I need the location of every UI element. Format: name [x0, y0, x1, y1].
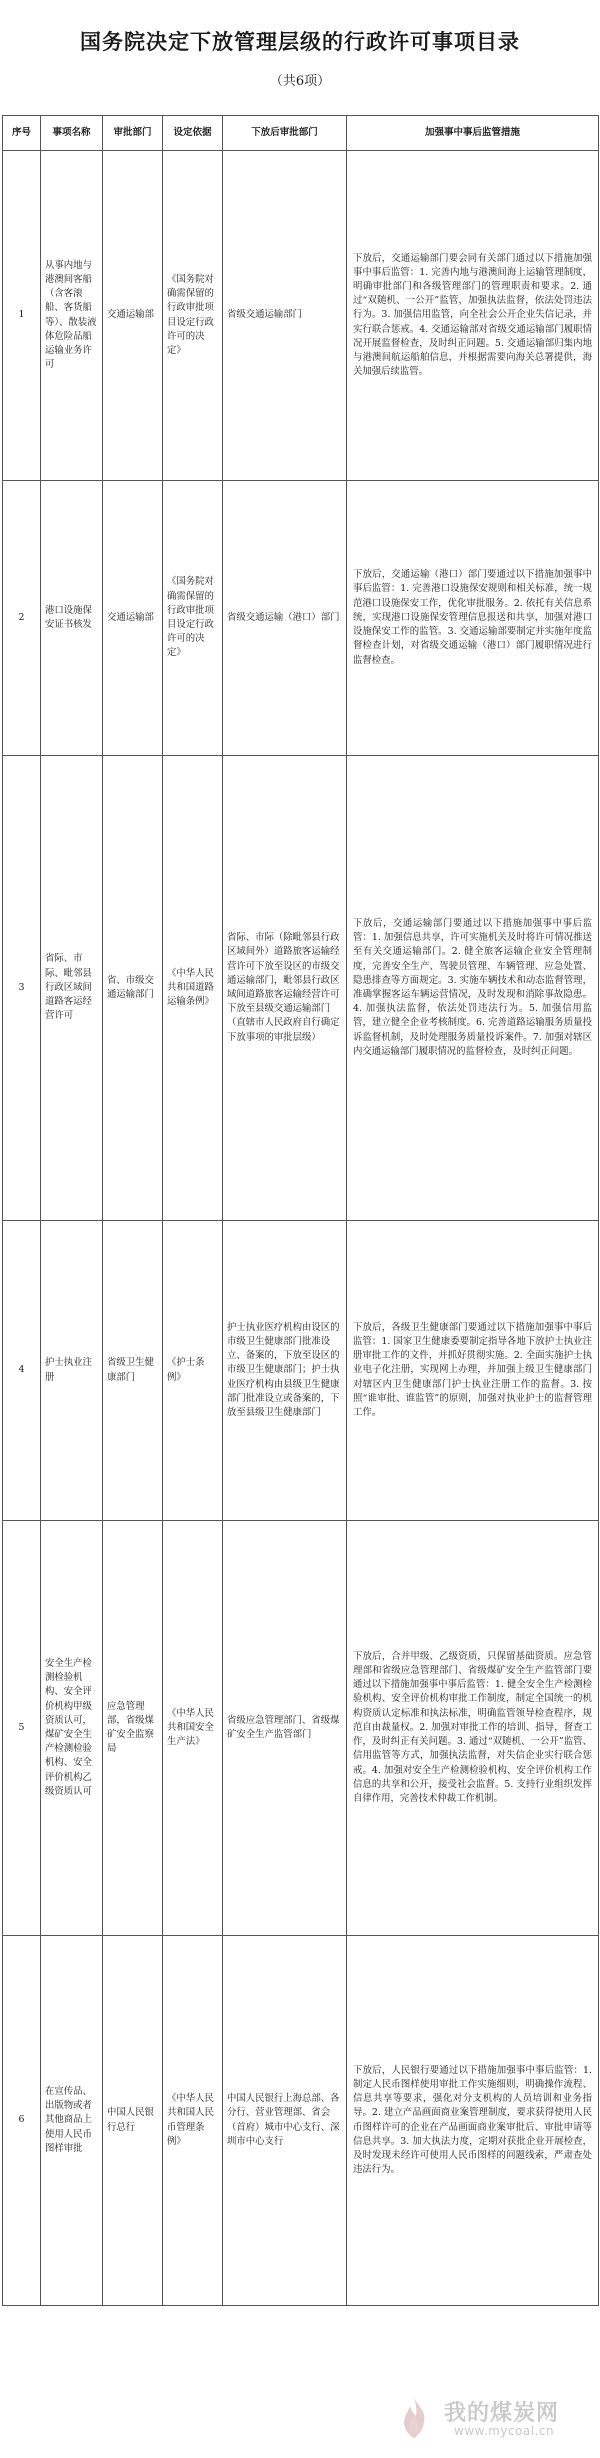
row-idx: 5 [3, 1521, 41, 1936]
table-row [3, 151, 599, 481]
row-basis: 《中华人民共和国安全生产法》 [163, 1521, 223, 1936]
row-dept: 中国人民银行总行 [103, 1936, 163, 2306]
row-dept: 应急管理部，省级煤矿安全监察局 [103, 1521, 163, 1936]
header-basis: 设定依据 [163, 116, 223, 151]
row-measures: 下放后，交通运输（港口）部门要通过以下措施加强事中事后监管：1. 完善港口设施保安规则和相关标准，统一规范港口设施保安工作，优化审批服务。2. 依托有关信息系统，实现港口设施保安管理信息报送和共享，加强对港口设施保安工作的监管。3. 交通运输部要制定并实施年度监督检查计划，对省级交通运输（港口）部门履职情况进行监督检查。 [347, 481, 599, 756]
table-row [3, 481, 599, 756]
row-name: 护士执业注册 [41, 1221, 103, 1521]
row-name: 在宣传品、出版物或者其他商品上使用人民币图样审批 [41, 1936, 103, 2306]
table-row [3, 1221, 599, 1521]
row-name: 省际、市际、毗邻县行政区域间道路客运经营许可 [41, 756, 103, 1221]
row-measures: 下放后，各级卫生健康部门要通过以下措施加强事中事后监管：1. 国家卫生健康委要制定指导各地下放护士执业注册审批工作的文件，并抓好贯彻实施。2. 全面实施护士执业电子化注册，实现网上办理，并加强上级卫生健康部门对辖区内卫生健康部门护士执业注册工作的监督。3. 按照“谁审批、谁监管”的原则，加强对执业护士的监督管理工作。 [347, 1221, 599, 1521]
row-after: 省级交通运输（港口）部门 [223, 481, 347, 756]
header-name: 事项名称 [41, 116, 103, 151]
row-idx: 2 [3, 481, 41, 756]
row-idx: 4 [3, 1221, 41, 1521]
row-after: 省际、市际（除毗邻县行政区域间外）道路旅客运输经营许可下放至设区的市级交通运输部门，毗邻县行政区域间道路旅客运输经营许可下放至县级交通运输部门（直辖市人民政府自行确定下放事项的审批层级） [223, 756, 347, 1221]
row-basis: 《中华人民共和国道路运输条例》 [163, 756, 223, 1221]
table-row [3, 1521, 599, 1936]
row-measures: 下放后，交通运输部门要会同有关部门通过以下措施加强事中事后监管：1. 完善内地与港澳间海上运输管理制度，明确审批部门和各级管理部门的管理职责和要求。2. 通过“双随机、一公开”监管，加强执法监督，依法处罚违法行为。3. 加强信用监管，向全社会公开企业失信记录，并实行联合惩戒。4. 交通运输部对省级交通运输部门履职情况开展监督检查，及时纠正问题。5. 交通运输部归集内地与港澳间航运船舶信息，并根据需要向海关总署提供，海关加强后续监管。 [347, 151, 599, 481]
watermark-url: www.mycoal.cn [454, 2424, 555, 2438]
row-after: 中国人民银行上海总部、各分行、营业管理部、省会（首府）城市中心支行、深圳市中心支行 [223, 1936, 347, 2306]
row-idx: 3 [3, 756, 41, 1221]
table-row [3, 756, 599, 1221]
row-dept: 交通运输部 [103, 151, 163, 481]
site-watermark [390, 2392, 590, 2444]
page-title: 国务院决定下放管理层级的行政许可事项目录 [80, 29, 520, 54]
header-idx: 序号 [3, 116, 41, 151]
row-idx: 1 [3, 151, 41, 481]
header-measures: 加强事中事后监管措施 [347, 116, 599, 151]
row-name: 港口设施保安证书核发 [41, 481, 103, 756]
row-name: 从事内地与港澳间客船（含客滚船、客货船等）、散装液体危险品船运输业务许可 [41, 151, 103, 481]
watermark-site-name: 我的煤炭网 [444, 2401, 560, 2426]
permit-table [2, 115, 599, 2306]
row-basis: 《国务院对确需保留的行政审批项目设定行政许可的决定》 [163, 151, 223, 481]
table-row [3, 1936, 599, 2306]
row-basis: 《中华人民共和国人民币管理条例》 [163, 1936, 223, 2306]
row-measures: 下放后，人民银行要通过以下措施加强事中事后监管：1. 制定人民币图样使用审批工作实施细则，明确操作流程、信息共享等要求，强化对分支机构的人员培训和业务指导。2. 建立产品画面商业案管理制度，要求获得使用人民币图样许可的企业在产品画面商业案审批后、审批申请等信息共享。3. 加大执法力度，定期对获批企业开展检查，及时发现未经许可使用人民币图样的问题线索，严肃查处违法行为。 [347, 1936, 599, 2306]
row-measures: 下放后，交通运输部门要通过以下措施加强事中事后监管：1. 加强信息共享，许可实施机关及时将许可情况推送至有关交通运输部门。2. 健全旅客运输企业安全管理制度，完善安全生产、驾驶员管理、车辆管理、应急处置、隐患排查等方面规定。3. 实施车辆技术和动态监督管理，准确掌握客运车辆运营情况，及时发现和消除事故隐患。4. 加强执法监督，依法处罚违法行为。5. 加强信用监管，建立健全企业考核制度。6. 完善道路运输服务质量投诉监督机制，及时处理服务质量投诉案件。7. 加强对辖区内交通运输部门履职情况的监督检查，及时纠正问题。 [347, 756, 599, 1221]
row-idx: 6 [3, 1936, 41, 2306]
row-after: 省级交通运输部门 [223, 151, 347, 481]
row-dept: 省级卫生健康部门 [103, 1221, 163, 1521]
row-after: 护士执业医疗机构由设区的市级卫生健康部门批准设立、备案的，下放至设区的市级卫生健康部门；护士执业医疗机构由县级卫生健康部门批准设立或备案的，下放至县级卫生健康部门 [223, 1221, 347, 1521]
header-dept: 审批部门 [103, 116, 163, 151]
row-dept: 省、市级交通运输部门 [103, 756, 163, 1221]
row-name: 安全生产检测检验机构、安全评价机构甲级资质认可，煤矿安全生产检测检验机构、安全评价机构乙级资质认可 [41, 1521, 103, 1936]
row-dept: 交通运输部 [103, 481, 163, 756]
row-basis: 《国务院对确需保留的行政审批项目设定行政许可的决定》 [163, 481, 223, 756]
row-measures: 下放后，合并甲级、乙级资质，只保留基础资质。应急管理部和省级应急管理部门、省级煤矿安全生产监管部门要通过以下措施加强事中事后监管：1. 健全安全生产检测检验机构、安全评价机构审批工作制度，制定全国统一的机构资质认定标准和执法标准，明确监管领导检查程序，规范自由裁量权。2. 加强对审批工作的培训、指导，督查工作，及时纠正有关问题。3. 通过“双随机、一公开”监管、信用监管等方式，加强执法监督，对失信企业实行联合惩戒。4. 加强对安全生产检测检验机构、安全评价机构工作信息的共享和公开，接受社会监督。5. 支持行业组织发挥自律作用，完善技术仲裁工作机制。 [347, 1521, 599, 1936]
flame-logo-icon [390, 2394, 438, 2442]
row-basis: 《护士条例》 [163, 1221, 223, 1521]
row-after: 省级应急管理部门、省级煤矿安全生产监管部门 [223, 1521, 347, 1936]
page-subtitle: （共6项） [269, 74, 331, 89]
table-header-row [3, 116, 599, 151]
header-after: 下放后审批部门 [223, 116, 347, 151]
